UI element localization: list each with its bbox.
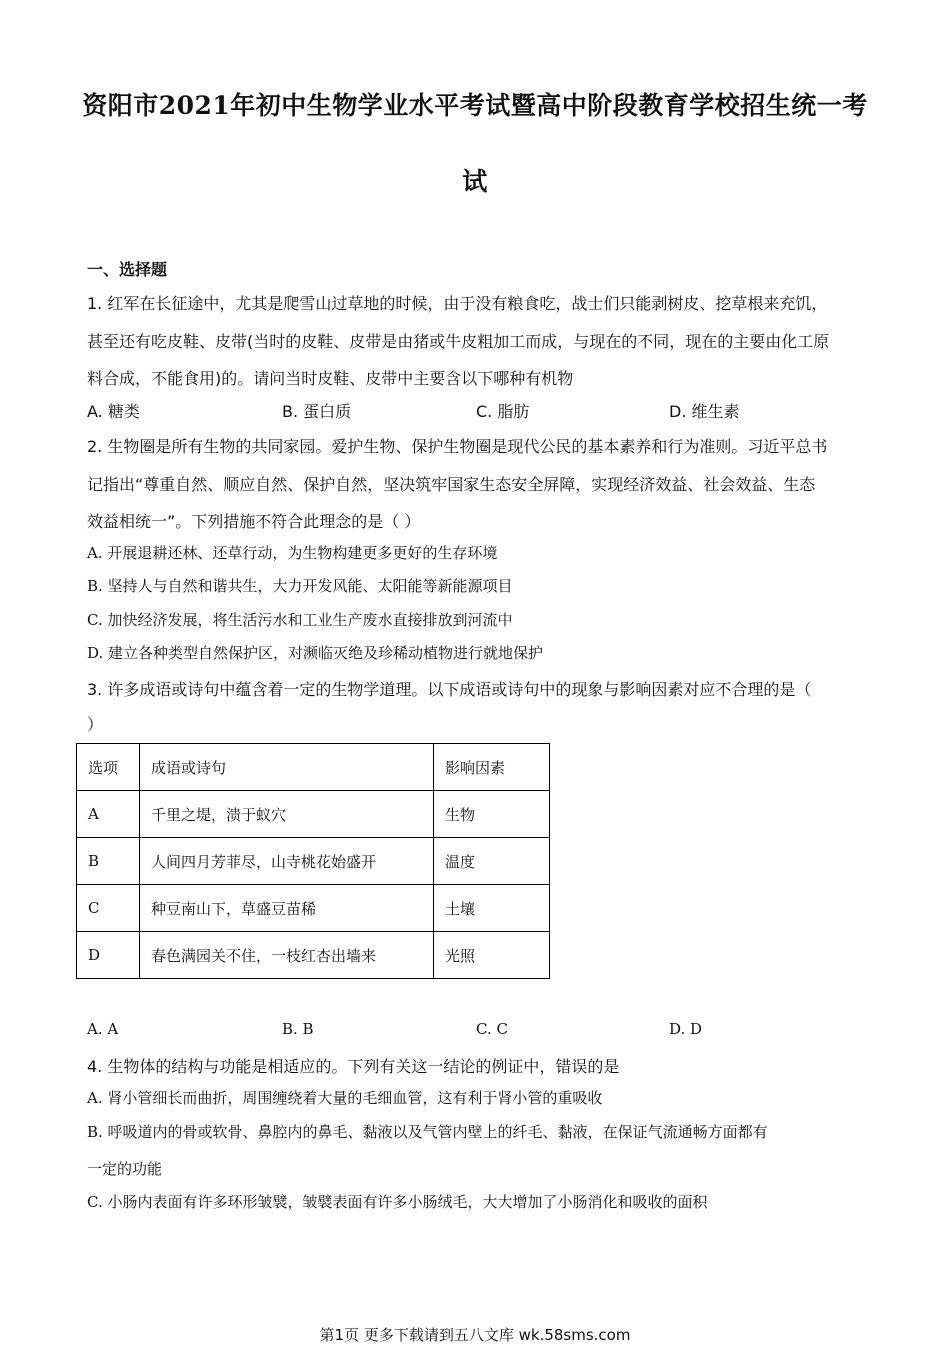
table-row [77, 791, 550, 838]
q3-text-line-1: 3. 许多成语或诗句中蕴含着一定的生物学道理。以下成语或诗句中的现象与影响因素对应不合理的是（ [87, 680, 812, 699]
page-footer: 第1页 更多下载请到五八文库 wk.58sms.com [319, 1326, 631, 1344]
q2-option-b: B. 坚持人与自然和谐共生，大力开发风能、太阳能等新能源项目 [87, 577, 513, 595]
q2-text-line-1: 2. 生物圈是所有生物的共同家园。爱护生物、保护生物圈是现代公民的基本素养和行为准则。习近平总书 [87, 437, 828, 456]
q2-text-line-3: 效益相统一”。下列措施不符合此理念的是（ ） [87, 512, 421, 531]
table-cell: 春色满园关不住，一枝红杏出墙来 [140, 932, 434, 979]
q1-option-d: D. 维生素 [669, 402, 740, 421]
q3-option-d: D. D [669, 1020, 703, 1038]
table-header-row [77, 744, 550, 791]
q2-option-a: A. 开展退耕还林、还草行动，为生物构建更多更好的生存环境 [87, 544, 498, 562]
q1-text-line-3: 料合成，不能食用)的。请问当时皮鞋、皮带中主要含以下哪种有机物 [87, 369, 574, 388]
table-cell: 种豆南山下，草盛豆苗稀 [140, 885, 434, 932]
q1-option-b: B. 蛋白质 [282, 402, 352, 421]
q3-option-c: C. C [476, 1020, 508, 1038]
table-row [77, 932, 550, 979]
section-heading: 一、选择题 [87, 260, 168, 279]
q4-text-line-1: 4. 生物体的结构与功能是相适应的。下列有关这一结论的例证中，错误的是 [87, 1057, 620, 1076]
table-cell: A [77, 791, 140, 838]
q4-option-b-line-1: B. 呼吸道内的骨或软骨、鼻腔内的鼻毛、黏液以及气管内壁上的纤毛、黏液，在保证气流通畅方面都有 [87, 1123, 768, 1141]
q4-option-c: C. 小肠内表面有许多环形皱襞，皱襞表面有许多小肠绒毛，大大增加了小肠消化和吸收的面积 [87, 1193, 708, 1211]
table-cell: 人间四月芳菲尽，山寺桃花始盛开 [140, 838, 434, 885]
table-cell: 土壤 [434, 885, 550, 932]
q2-text-line-2: 记指出“尊重自然、顺应自然、保护自然，坚决筑牢国家生态安全屏障，实现经济效益、社会效益、生态 [87, 475, 816, 494]
q1-option-c: C. 脂肪 [476, 402, 530, 421]
q1-text-line-2: 甚至还有吃皮鞋、皮带(当时的皮鞋、皮带是由猪或牛皮粗加工而成，与现在的不同，现在的主要由化工原 [87, 332, 830, 351]
table-header-cell: 选项 [77, 744, 140, 791]
q1-option-a: A. 糖类 [87, 402, 140, 421]
table-cell: B [77, 838, 140, 885]
table-cell: 千里之堤，溃于蚁穴 [140, 791, 434, 838]
q3-option-a: A. A [87, 1020, 119, 1038]
table-cell: 光照 [434, 932, 550, 979]
q3-text-line-2: ） [87, 715, 104, 734]
table-cell: 生物 [434, 791, 550, 838]
q3-table [76, 743, 550, 979]
q1-text-line-1: 1. 红军在长征途中，尤其是爬雪山过草地的时候，由于没有粮食吃，战士们只能剥树皮、挖草根来充饥， [87, 294, 828, 313]
q3-option-b: B. B [282, 1020, 314, 1038]
q2-option-d: D. 建立各种类型自然保护区，对濒临灭绝及珍稀动植物进行就地保护 [87, 644, 544, 662]
q4-option-a: A. 肾小管细长而曲折，周围缠绕着大量的毛细血管，这有利于肾小管的重吸收 [87, 1089, 603, 1107]
q2-option-c: C. 加快经济发展，将生活污水和工业生产废水直接排放到河流中 [87, 611, 513, 629]
page-title-line-1: 资阳市2021年初中生物学业水平考试暨高中阶段教育学校招生统一考 [82, 91, 868, 120]
table-row [77, 885, 550, 932]
table-cell: 温度 [434, 838, 550, 885]
table-cell: C [77, 885, 140, 932]
q4-option-b-line-2: 一定的功能 [87, 1160, 163, 1178]
table-row [77, 838, 550, 885]
page-title-line-2: 试 [462, 167, 488, 196]
table-cell: D [77, 932, 140, 979]
table-header-cell: 成语或诗句 [140, 744, 434, 791]
table-header-cell: 影响因素 [434, 744, 550, 791]
